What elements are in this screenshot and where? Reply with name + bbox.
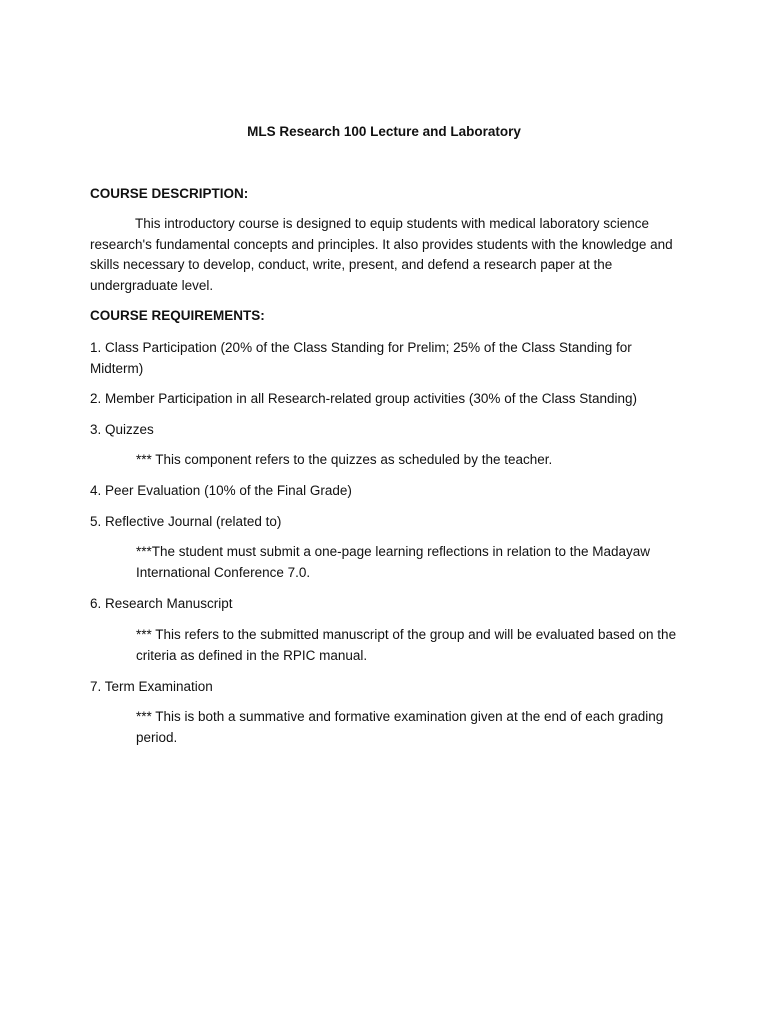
course-description-paragraph: This introductory course is designed to equip students with medical laboratory science research's fundamental concepts and principles. It also provides students with the knowledge and skills necessary to develop, conduct, write, present, and defend a research paper at the undergraduate level.: [90, 216, 673, 293]
requirement-note-3: *** This component refers to the quizzes as scheduled by the teacher.: [136, 452, 553, 467]
course-requirements-heading: COURSE REQUIREMENTS:: [90, 308, 265, 323]
requirement-item-7: 7. Term Examination: [90, 679, 213, 694]
requirement-item-1: 1. Class Participation (20% of the Class Standing for Prelim; 25% of the Class Standing for Midterm): [90, 340, 632, 376]
requirement-note-5: ***The student must submit a one-page learning reflections in relation to the Madayaw International Conference 7.0.: [136, 544, 651, 580]
requirement-note-6: *** This refers to the submitted manuscript of the group and will be evaluated based on the criteria as defined in the RPIC manual.: [136, 627, 677, 663]
requirement-note-7: *** This is both a summative and formative examination given at the end of each grading period.: [136, 709, 664, 745]
requirement-item-4: 4. Peer Evaluation (10% of the Final Grade): [90, 483, 352, 498]
requirement-item-5: 5. Reflective Journal (related to): [90, 514, 282, 529]
course-description-heading: COURSE DESCRIPTION:: [90, 186, 249, 201]
requirement-item-3: 3. Quizzes: [90, 422, 154, 437]
requirement-item-2: 2. Member Participation in all Research-related group activities (30% of the Class Standing): [90, 391, 638, 406]
document-title: MLS Research 100 Lecture and Laboratory: [247, 124, 521, 139]
requirement-item-6: 6. Research Manuscript: [90, 596, 233, 611]
